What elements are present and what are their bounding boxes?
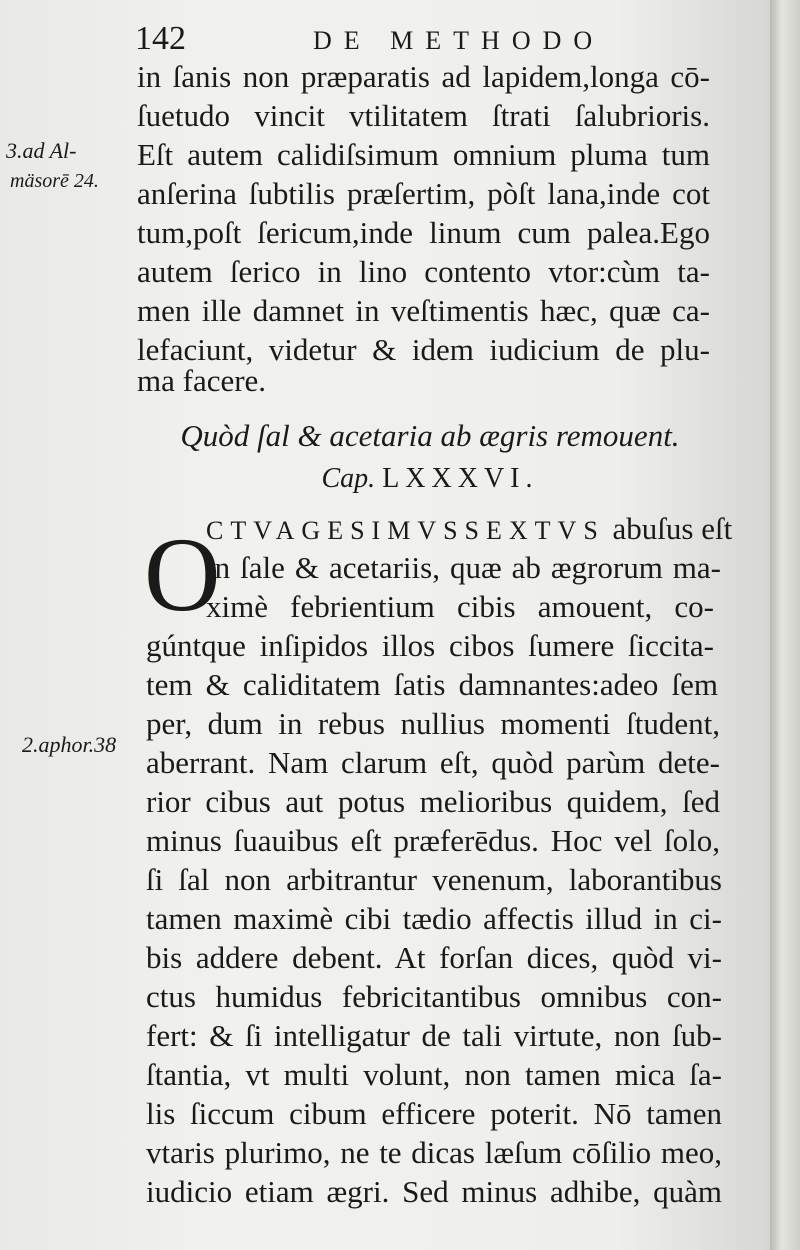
text-line: ximè febrientium cibis amouent, co- bbox=[206, 589, 714, 624]
opening-rest: abuſus eſt bbox=[612, 511, 733, 546]
text-line: ctus humidus febricitantibus omnibus con- bbox=[146, 979, 722, 1014]
text-line: fert: & ſi intelligatur de tali virtute, non ſub- bbox=[146, 1018, 722, 1053]
text-line: anſerina ſubtilis præſertim, pòſt lana,inde cot bbox=[137, 176, 710, 211]
text-line: lis ſiccum cibum efficere poterit. Nō tamen bbox=[146, 1096, 722, 1131]
facing-page-edge bbox=[770, 0, 800, 1250]
text-line: ſtantia, vt multi volunt, non tamen mica ſa- bbox=[146, 1057, 722, 1092]
text-line: ſi ſal non arbitrantur venenum, laborantibus bbox=[146, 862, 722, 897]
page-number: 142 bbox=[135, 20, 186, 57]
text-line: men ille damnet in veſtimentis hæc, quæ ca- bbox=[137, 293, 710, 328]
margin-note: mäsorē 24. bbox=[10, 170, 99, 192]
text-line: ſuetudo vincit vtilitatem ſtrati ſalubrioris. bbox=[137, 98, 710, 133]
text-line: ma facere. bbox=[137, 363, 267, 398]
text-line: autem ſerico in lino contento vtor:cùm ta- bbox=[137, 254, 710, 289]
margin-note: 2.aphor.38 bbox=[22, 732, 117, 757]
running-title: DE METHODO bbox=[313, 26, 605, 55]
chapter-cap-label: Cap. bbox=[321, 463, 376, 494]
text-line: per, dum in rebus nullius momenti ſtudent, bbox=[146, 706, 720, 741]
text-line-first bbox=[206, 510, 733, 550]
text-line: tamen maximè cibi tædio affectis illud in ci- bbox=[146, 901, 722, 936]
text-line: in ſale & acetariis, quæ ab ægrorum ma- bbox=[206, 550, 721, 585]
text-line: in ſanis non præparatis ad lapidem,longa cō- bbox=[137, 59, 710, 94]
chapter-title: Quòd ſal & acetaria ab ægris remouent. bbox=[180, 418, 680, 453]
chapter-roman-numeral: LXXXVI. bbox=[382, 463, 539, 494]
text-line: bis addere debent. At forſan dices, quòd vi- bbox=[146, 940, 722, 975]
text-line: lefaciunt, videtur & idem iudicium de plu- bbox=[137, 332, 710, 367]
text-line: minus ſuauibus eſt præferēdus. Hoc vel ſolo, bbox=[146, 823, 720, 858]
drop-cap: O bbox=[144, 516, 221, 633]
text-line: tem & caliditatem ſatis damnantes:adeo ſem bbox=[146, 667, 718, 702]
margin-note: 3.ad Al- bbox=[6, 138, 77, 163]
text-line: aberrant. Nam clarum eſt, quòd parùm dete- bbox=[146, 745, 720, 780]
chapter-number bbox=[150, 463, 710, 495]
text-line: rior cibus aut potus melioribus quidem, ſed bbox=[146, 784, 720, 819]
text-line: tum,poſt ſericum,inde linum cum palea.Ego bbox=[137, 215, 710, 250]
text-line: vtaris plurimo, ne te dicas læſum cōſilio meo, bbox=[146, 1135, 722, 1170]
opening-small-caps: CTVAGESIMVSSEXTVS bbox=[206, 516, 605, 545]
text-line: iudicio etiam ægri. Sed minus adhibe, quàm bbox=[146, 1174, 722, 1209]
text-line: Eſt autem calidiſsimum omnium pluma tum bbox=[137, 137, 710, 172]
text-line: gúntque inſipidos illos cibos ſumere ſiccita- bbox=[146, 628, 714, 663]
